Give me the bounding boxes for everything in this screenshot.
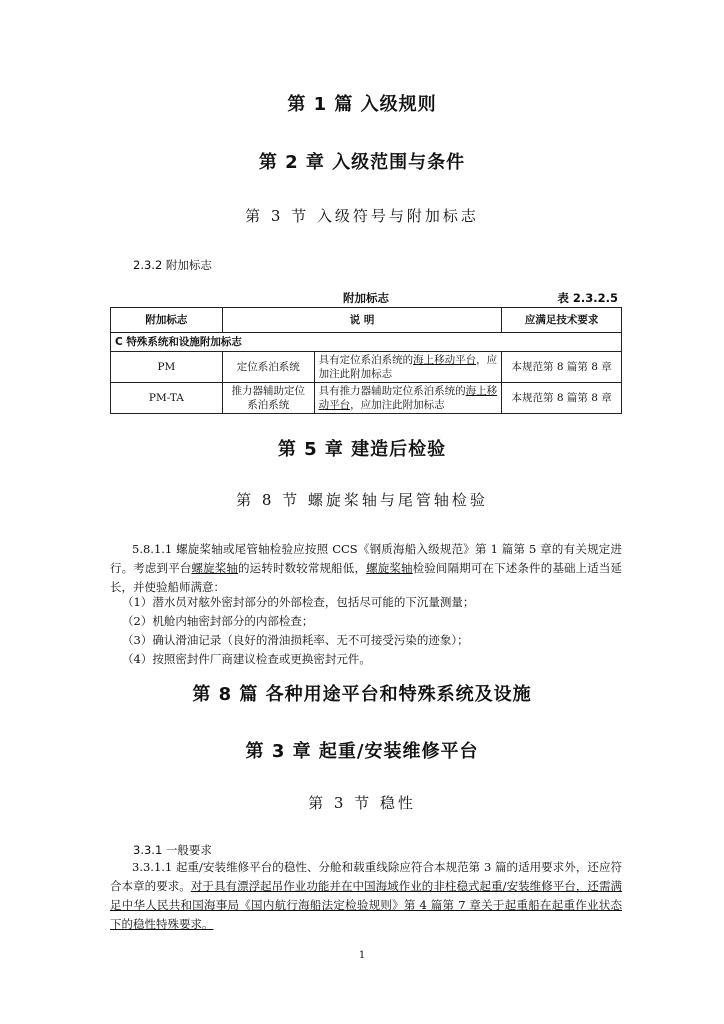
chapter-3-title: 第 3 章 起重/安装维修平台 xyxy=(245,741,479,762)
description-cell: 具有定位系泊系统的海上移动平台，应加注此附加标志 xyxy=(314,352,502,383)
notation-cell: PM xyxy=(111,352,223,383)
part-8-title: 第 8 篇 各种用途平台和特殊系统及设施 xyxy=(192,684,532,705)
table-header-row xyxy=(111,308,622,333)
list-item: （1）潜水员对舷外密封部分的外部检查，包括尽可能的下沉量测量； xyxy=(122,595,475,609)
header-notation: 附加标志 xyxy=(111,308,223,333)
part-1-title: 第 1 篇 入级规则 xyxy=(287,94,437,115)
additional-notation-table xyxy=(110,307,622,414)
system-name-cell: 定位系泊系统 xyxy=(222,352,314,383)
paragraph-3-3-1-1: 3.3.1.1 起重/安装维修平台的稳性、分舱和载重线除应符合本规范第 3 篇的适用要求外，还应符合本章的要求。对于具有漂浮起吊作业功能并在中国海域作业的非柱稳式起重/安装维修平台，还需满足中华人民共和国海事局《国内航行海船法定检验规则》第 4 篇第 7 章关于起重船在起重作业状态下的稳性特殊要求。 xyxy=(110,860,623,931)
list-item: （2）机舱内轴密封部分的内部检查； xyxy=(122,614,314,628)
list-item: （3）确认滑油记录（良好的滑油损耗率、无不可接受污染的迹象）； xyxy=(122,633,469,647)
header-description: 说 明 xyxy=(222,308,501,333)
section-3-stability-title: 第 3 节 稳性 xyxy=(308,794,416,812)
system-name-cell: 推力器辅助定位系泊系统 xyxy=(222,383,314,414)
page-number: 1 xyxy=(358,950,366,961)
clause-3-3-1-heading: 3.3.1 一般要求 xyxy=(133,843,212,857)
table-number: 表 2.3.2.5 xyxy=(557,291,618,305)
header-requirement: 应满足技术要求 xyxy=(502,308,622,333)
chapter-2-title: 第 2 章 入级范围与条件 xyxy=(258,152,466,173)
group-label: C 特殊系统和设施附加标志 xyxy=(111,333,622,352)
clause-2-3-2-heading: 2.3.2 附加标志 xyxy=(133,258,212,272)
section-8-title: 第 8 节 螺旋桨轴与尾管轴检验 xyxy=(236,491,488,509)
chapter-5-title: 第 5 章 建造后检验 xyxy=(277,439,447,460)
table-title: 附加标志 xyxy=(343,291,389,305)
list-item: （4）按照密封件厂商建议检查或更换密封元件。 xyxy=(122,652,371,666)
paragraph-5-8-1-1: 5.8.1.1 螺旋桨轴或尾管轴检验应按照 CCS《钢质海船入级规范》第 1 篇第 5 章的有关规定进行。考虑到平台螺旋桨轴的运转时数较常规船低，螺旋桨轴检验间隔期可在下述条件的基础上适当延长，并使验船师满意： xyxy=(110,542,623,594)
requirement-cell: 本规范第 8 篇第 8 章 xyxy=(502,352,622,383)
section-3-title: 第 3 节 入级符号与附加标志 xyxy=(245,207,479,225)
notation-cell: PM-TA xyxy=(111,383,223,414)
table-row xyxy=(111,383,622,414)
table-group-row xyxy=(111,333,622,352)
requirement-cell: 本规范第 8 篇第 8 章 xyxy=(502,383,622,414)
table-row xyxy=(111,352,622,383)
description-cell: 具有推力器辅助定位系泊系统的海上移动平台，应加注此附加标志 xyxy=(314,383,502,414)
